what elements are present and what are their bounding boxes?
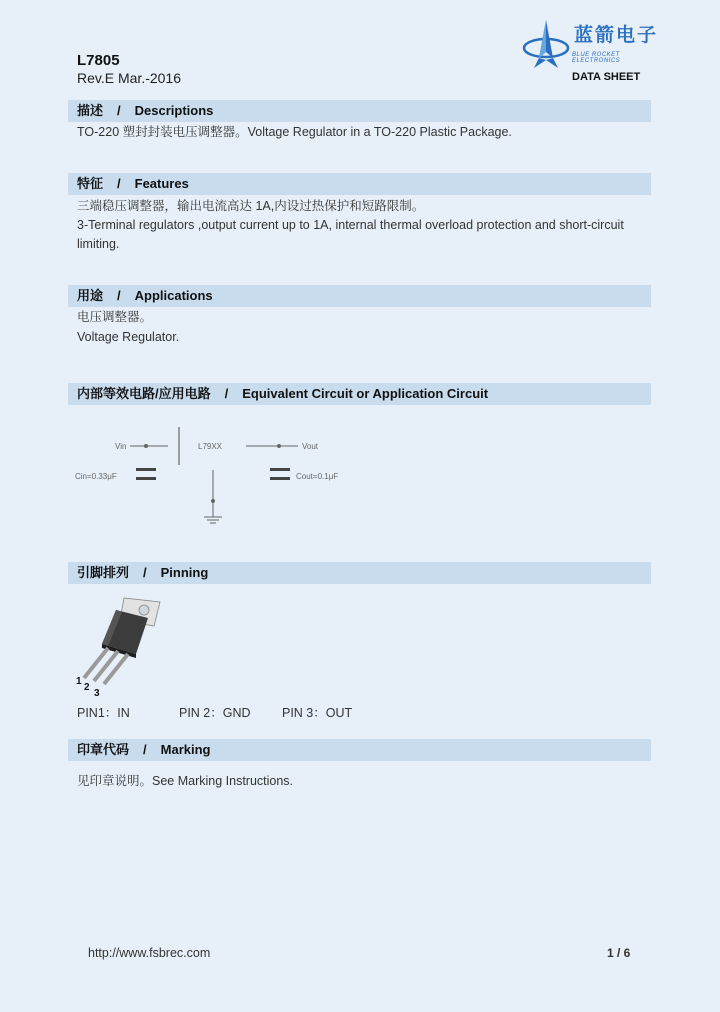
section-title-cn: 特征 — [77, 176, 104, 191]
to220-package-image — [76, 592, 176, 700]
section-title-en: Equivalent Circuit or Application Circuit — [242, 386, 489, 401]
vin-label: Vin — [115, 442, 127, 451]
section-title-cn: 印章代码 — [77, 742, 130, 757]
marking-text: 见印章说明。See Marking Instructions. — [77, 774, 294, 788]
section-title-cn: 内部等效电路/应用电路 — [77, 386, 211, 401]
section-header-marking — [68, 739, 651, 761]
section-header-pinning — [68, 562, 651, 584]
section-header-descriptions — [68, 100, 651, 122]
features-text-en-line1: 3-Terminal regulators ,output current up to 1A, internal thermal overload protection and short-circuit — [77, 218, 624, 232]
features-text-en-line2: limiting. — [77, 237, 120, 251]
logo-chinese-name: 蓝箭电子 — [574, 25, 659, 46]
pin3-description: PIN 3：OUT — [282, 706, 353, 720]
pin1-description: PIN1：IN — [77, 706, 130, 720]
company-logo — [522, 18, 662, 70]
pin-number-2: 2 — [84, 682, 90, 693]
section-separator: / — [117, 176, 121, 191]
section-header-applications — [68, 285, 651, 307]
section-title-en: Features — [134, 176, 189, 191]
pin-number-1: 1 — [76, 676, 82, 687]
section-header-circuit — [68, 383, 651, 405]
applications-text-en: Voltage Regulator. — [77, 330, 180, 344]
applications-text-cn: 电压调整器。 — [77, 310, 153, 324]
page-number: 1 / 6 — [607, 946, 631, 960]
part-number: L7805 — [77, 52, 120, 69]
section-title-cn: 引脚排列 — [77, 565, 130, 580]
section-separator: / — [143, 565, 147, 580]
section-title-cn: 描述 — [77, 103, 104, 118]
cin-label: Cin=0.33μF — [75, 472, 117, 481]
section-separator: / — [143, 742, 147, 757]
ic-label: L79XX — [198, 442, 223, 451]
pin-number-3: 3 — [94, 688, 100, 699]
section-title-en: Marking — [160, 742, 211, 757]
descriptions-text: TO-220 塑封封装电压调整器。Voltage Regulator in a TO-220 Plastic Package. — [77, 125, 512, 139]
vout-label: Vout — [302, 442, 319, 451]
application-circuit-diagram — [70, 415, 370, 535]
revision: Rev.E Mar.-2016 — [77, 70, 182, 86]
pin2-description: PIN 2：GND — [179, 706, 251, 720]
section-title-en: Pinning — [160, 565, 209, 580]
section-title-en: Applications — [134, 288, 213, 303]
rocket-logo-icon — [522, 18, 570, 70]
logo-english-name: BLUE ROCKET ELECTRONICS — [572, 52, 621, 64]
section-separator: / — [117, 103, 121, 118]
footer-url-link[interactable]: http://www.fsbrec.com — [88, 946, 211, 960]
cout-capacitor-plate — [270, 468, 290, 471]
doc-type: DATA SHEET — [572, 71, 641, 83]
features-text-cn: 三端稳压调整器，输出电流高达 1A,内设过热保护和短路限制。 — [77, 199, 425, 213]
cin-capacitor-plate — [136, 468, 156, 471]
section-title-en: Descriptions — [134, 103, 214, 118]
cout-capacitor-plate — [270, 477, 290, 480]
section-separator: / — [117, 288, 121, 303]
section-separator: / — [224, 386, 229, 401]
section-title-cn: 用途 — [77, 288, 104, 303]
cin-capacitor-plate — [136, 477, 156, 480]
section-header-features — [68, 173, 651, 195]
cout-label: Cout=0.1μF — [296, 472, 339, 481]
